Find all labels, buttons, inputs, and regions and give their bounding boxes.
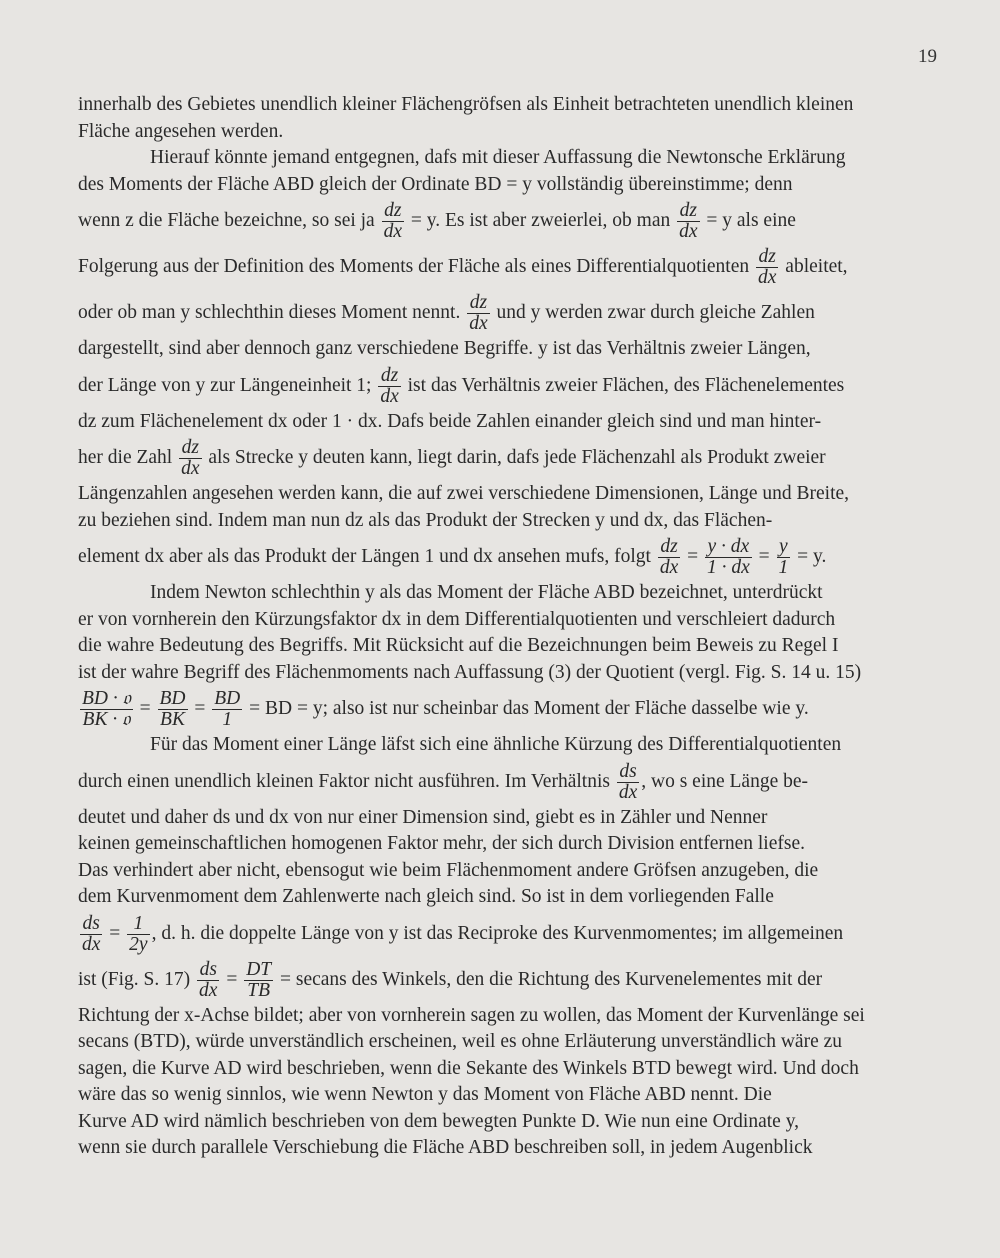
text-line: Für das Moment einer Länge läfst sich eine ähnliche Kürzung des Differentialquotienten — [150, 734, 842, 755]
text-line: Fläche angesehen werden. — [78, 120, 284, 142]
text-line: keinen gemeinschaftlichen homogenen Faktor mehr, der sich durch Division entfernen liefse. — [78, 833, 805, 854]
text-line: $\frac{\text{BD · 𝔬}}{\text{BK · 𝔬}}$ = $\frac{BD}{BK}$ = $\frac{BD}{1}$ = BD = y; also ist nur scheinbar das Moment der Fläche dasselbe wie y. — [82, 688, 809, 731]
text-line: element dx aber als das Produkt der Längen 1 und dx ansehen mufs, folgt $\frac{dz}{dx}$ = $\frac{y \cdot dx}{1 \cdot dx}$ = $\frac{y}{1}$ = y. — [78, 536, 827, 579]
fraction: $\frac{ds}{dx}$ — [82, 912, 101, 955]
fraction: $\frac{y \cdot dx}{1 \cdot dx}$ — [706, 536, 750, 579]
fraction: $\frac{dz}{dx}$ — [469, 292, 488, 335]
text-line: Hierauf könnte jemand entgegnen, dafs mit dieser Auffassung die Newtonsche Erklärung — [150, 147, 846, 168]
text-line: sagen, die Kurve AD wird beschrieben, wenn die Sekante des Winkels BTD bewegt wird. Und doch — [78, 1057, 859, 1079]
fraction: $\frac{dz}{dx}$ — [679, 200, 698, 243]
text-line: ist der wahre Begriff des Flächenmoments nach Auffassung (3) der Quotient (vergl. Fig. S. 14 u. 15) — [78, 661, 862, 683]
text-line: wenn z die Fläche bezeichne, so sei ja $\frac{dz}{dx}$ = y. Es ist aber zweierlei, ob man $\frac{dz}{dx}$ = y als eine — [78, 200, 796, 243]
fraction: $\frac{y}{1}$ — [778, 536, 789, 579]
text-line: der Länge von y zur Längeneinheit 1; $\frac{dz}{dx}$ ist das Verhältnis zweier Flächen, des Flächenelementes — [78, 364, 845, 407]
text-line: dz zum Flächenelement dx oder 1 · dx. Dafs beide Zahlen einander gleich sind und man hinter- — [78, 410, 822, 432]
fraction: $\frac{dz}{dx}$ — [181, 437, 200, 480]
fraction: $\frac{1}{2y}$ — [129, 912, 148, 955]
text-line: Das verhindert aber nicht, ebensogut wie beim Flächenmoment andere Gröfsen anzugeben, die — [78, 859, 819, 881]
fraction: $\frac{dz}{dx}$ — [383, 200, 402, 243]
fraction: $\frac{BD}{1}$ — [214, 688, 241, 731]
fraction: $\frac{ds}{dx}$ — [199, 958, 218, 1001]
fraction: $\frac{dz}{dx}$ — [659, 536, 679, 579]
text-line: wäre das so wenig sinnlos, wie wenn Newton y das Moment von Fläche ABD nennt. Die — [78, 1084, 772, 1105]
text-line: $\frac{ds}{dx}$ = $\frac{1}{2y}$ , d. h. die doppelte Länge von y ist das Reciproke des Kurvenmomentes; im allgemeinen — [82, 912, 844, 955]
text-line: Folgerung aus der Definition des Moments der Fläche als eines Differentialquotienten $\frac{dz}{dx}$ ableitet, — [78, 246, 848, 289]
fraction: $\frac{dz}{dx}$ — [758, 246, 777, 289]
body-text — [78, 92, 940, 1162]
text-line: Richtung der x-Achse bildet; aber von vornherein sagen zu wollen, das Moment der Kurvenlänge sei — [78, 1004, 865, 1026]
text-line: die wahre Bedeutung des Begriffs. Mit Rücksicht auf die Bezeichnungen beim Beweis zu Regel I — [78, 635, 839, 656]
text-line: durch einen unendlich kleinen Faktor nicht ausführen. Im Verhältnis $\frac{ds}{dx}$ , wo s eine Länge be- — [78, 760, 809, 803]
fraction: $\frac{BD}{BK}$ — [159, 688, 186, 731]
fraction: $\frac{ds}{dx}$ — [618, 760, 638, 803]
text-line: wenn sie durch parallele Verschiebung die Fläche ABD beschreiben soll, in jedem Augenblick — [78, 1137, 813, 1158]
text-line: ist (Fig. S. 17) $\frac{ds}{dx}$ = $\frac{DT}{TB}$ = secans des Winkels, den die Richtung des Kurvenelementes mit der — [78, 958, 823, 1001]
text-line: dem Kurvenmoment dem Zahlenwerte nach gleich sind. So ist in dem vorliegenden Falle — [78, 886, 774, 907]
text-line: deutet und daher ds und dx von nur einer Dimension sind, giebt es in Zähler und Nenner — [78, 806, 768, 828]
fraction: $\frac{\text{BD · 𝔬}}{\text{BK · 𝔬}}$ — [82, 688, 131, 731]
fraction: $\frac{dz}{dx}$ — [380, 364, 399, 407]
text-line: her die Zahl $\frac{dz}{dx}$ als Strecke y deuten kann, liegt darin, dafs jede Flächenzahl als Produkt zweier — [78, 437, 826, 480]
text-line: dargestellt, sind aber dennoch ganz verschiedene Begriffe. y ist das Verhältnis zweier Längen, — [78, 338, 811, 359]
text-line: innerhalb des Gebietes unendlich kleiner Flächengröfsen als Einheit betrachteten unendlich kleinen — [78, 94, 854, 115]
text-line: Indem Newton schlechthin y als das Moment der Fläche ABD bezeichnet, unterdrückt — [150, 582, 823, 603]
text-line: Längenzahlen angesehen werden kann, die auf zwei verschiedene Dimensionen, Länge und Breite, — [78, 483, 850, 504]
text-line: des Moments der Fläche ABD gleich der Ordinate BD = y vollständig übereinstimme; denn — [78, 173, 793, 195]
fraction: $\frac{DT}{TB}$ — [246, 958, 272, 1001]
text-line: Kurve AD wird nämlich beschrieben von dem bewegten Punkte D. Wie nun eine Ordinate y, — [78, 1110, 800, 1132]
text-line: zu beziehen sind. Indem man nun dz als das Produkt der Strecken y und dx, das Flächen- — [78, 509, 773, 531]
text-line: secans (BTD), würde unverständlich erscheinen, weil es ohne Erläuterung unverständlich wäre zu — [78, 1031, 843, 1052]
page-number: 19 — [918, 46, 937, 67]
text-line: er von vornherein den Kürzungsfaktor dx in dem Differentialquotienten und verschleiert dadurch — [78, 608, 836, 630]
text-line: oder ob man y schlechthin dieses Moment nennt. $\frac{dz}{dx}$ und y werden zwar durch gleiche Zahlen — [78, 292, 815, 335]
